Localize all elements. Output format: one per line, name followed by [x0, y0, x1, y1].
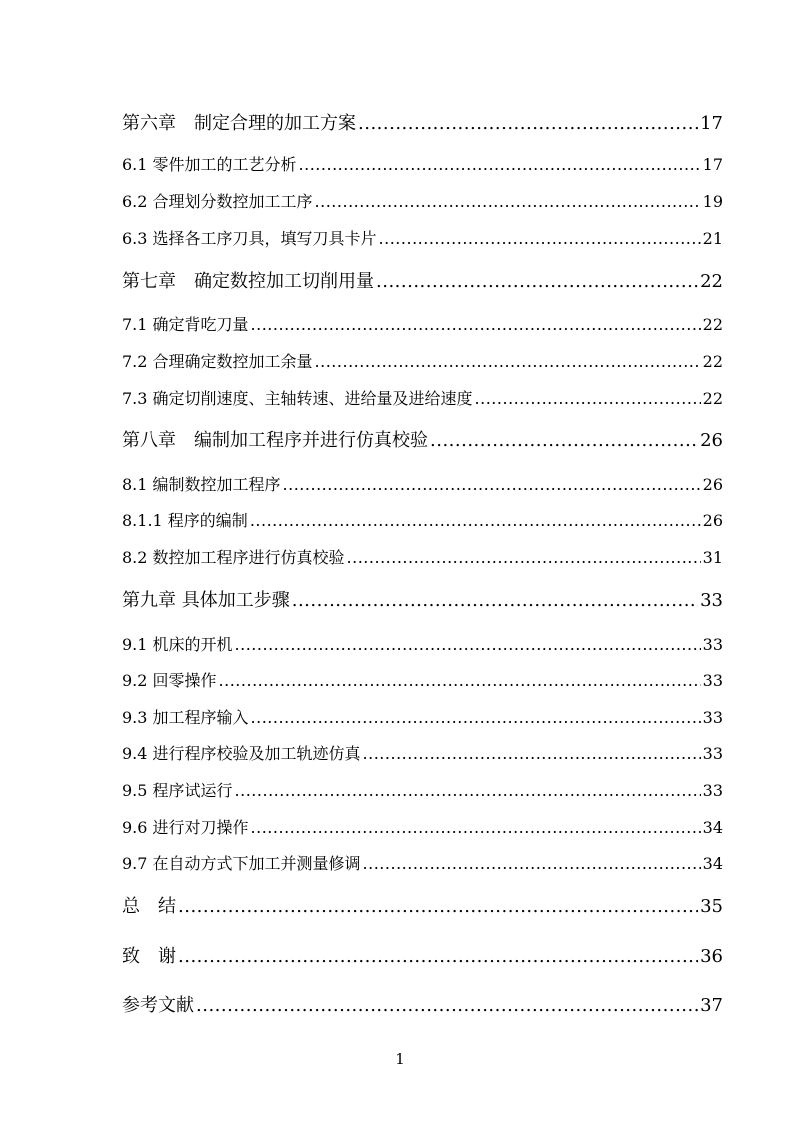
toc-entry-title: 7.2 合理确定数控加工余量 — [122, 352, 313, 371]
toc-dot-leader — [219, 671, 701, 690]
toc-entry-title: 6.2 合理划分数控加工工序 — [122, 192, 313, 211]
toc-entry-page: 17 — [702, 155, 723, 174]
toc-entry-page: 26 — [702, 475, 723, 494]
toc-entry-title: 9.6 进行对刀操作 — [122, 818, 249, 837]
toc-entry-8-1-1[interactable] — [122, 508, 723, 531]
toc-entry-page: 19 — [702, 192, 723, 211]
toc-entry-title: 总 结 — [122, 896, 176, 917]
toc-entry-title: 第六章 制定合理的加工方案 — [122, 113, 356, 134]
toc-dot-leader — [315, 192, 701, 211]
toc-dot-leader — [178, 946, 698, 967]
toc-entry-page: 26 — [702, 511, 723, 530]
toc-entry-7-3[interactable] — [122, 386, 723, 409]
toc-dot-leader — [379, 229, 701, 248]
toc-entry-title: 7.3 确定切削速度、主轴转速、进给量及进给速度 — [122, 389, 473, 408]
toc-dot-leader — [283, 475, 701, 494]
toc-entry-title: 致 谢 — [122, 946, 176, 967]
toc-entry-9-5[interactable] — [122, 778, 723, 801]
toc-entry-title: 9.4 进行程序校验及加工轨迹仿真 — [122, 744, 361, 763]
toc-dot-leader — [358, 113, 698, 134]
toc-dot-leader — [235, 781, 701, 800]
toc-entry-title: 9.2 回零操作 — [122, 671, 217, 690]
toc-entry-title: 第九章 具体加工步骤 — [122, 590, 290, 611]
toc-entry-page: 33 — [702, 781, 723, 800]
toc-entry-page: 34 — [702, 854, 723, 873]
toc-entry-page: 33 — [702, 708, 723, 727]
toc-entry-references[interactable] — [122, 991, 723, 1017]
toc-entry-title: 6.1 零件加工的工艺分析 — [122, 155, 297, 174]
toc-entry-page: 22 — [702, 389, 723, 408]
toc-entry-9-3[interactable] — [122, 705, 723, 728]
toc-entry-title: 8.1.1 程序的编制 — [122, 511, 248, 530]
toc-entry-page: 33 — [702, 671, 723, 690]
toc-dot-leader — [196, 995, 698, 1016]
toc-dot-leader — [292, 590, 698, 611]
toc-entry-9-6[interactable] — [122, 815, 723, 838]
toc-entry-title: 8.1 编制数控加工程序 — [122, 475, 281, 494]
toc-entry-page: 17 — [700, 113, 723, 134]
toc-entry-page: 34 — [702, 818, 723, 837]
page-number: 1 — [395, 1050, 405, 1068]
toc-entry-chapter-9[interactable] — [122, 586, 723, 612]
toc-entry-title: 9.7 在自动方式下加工并测量修调 — [122, 854, 361, 873]
toc-entry-title: 9.5 程序试运行 — [122, 781, 233, 800]
toc-entry-page: 22 — [702, 315, 723, 334]
toc-entry-page: 22 — [702, 352, 723, 371]
toc-dot-leader — [315, 352, 701, 371]
toc-dot-leader — [178, 896, 698, 917]
toc-dot-leader — [299, 155, 701, 174]
toc-entry-page: 37 — [700, 995, 723, 1016]
toc-dot-leader — [376, 271, 698, 292]
toc-entry-title: 8.2 数控加工程序进行仿真校验 — [122, 548, 345, 567]
toc-dot-leader — [363, 744, 701, 763]
toc-entry-8-2[interactable] — [122, 545, 723, 568]
toc-dot-leader — [251, 708, 701, 727]
toc-dot-leader — [363, 854, 701, 873]
toc-entry-acknowledgements[interactable] — [122, 942, 723, 968]
toc-entry-9-7[interactable] — [122, 851, 723, 874]
toc-entry-title: 第八章 编制加工程序并进行仿真校验 — [122, 430, 428, 451]
toc-entry-page: 36 — [700, 946, 723, 967]
toc-entry-page: 21 — [702, 229, 723, 248]
toc-dot-leader — [250, 511, 701, 530]
toc-entry-title: 7.1 确定背吃刀量 — [122, 315, 249, 334]
toc-entry-title: 第七章 确定数控加工切削用量 — [122, 271, 374, 292]
toc-entry-page: 26 — [700, 430, 723, 451]
toc-entry-6-1[interactable] — [122, 152, 723, 175]
toc-entry-title: 9.1 机床的开机 — [122, 635, 233, 654]
toc-entry-page: 35 — [700, 896, 723, 917]
toc-dot-leader — [251, 315, 701, 334]
toc-entry-page: 33 — [702, 635, 723, 654]
toc-entry-title: 6.3 选择各工序刀具，填写刀具卡片 — [122, 229, 377, 248]
toc-dot-leader — [251, 818, 701, 837]
toc-entry-page: 22 — [700, 271, 723, 292]
toc-entry-chapter-8[interactable] — [122, 426, 723, 452]
toc-entry-7-2[interactable] — [122, 349, 723, 372]
toc-dot-leader — [347, 548, 701, 567]
toc-entry-title: 9.3 加工程序输入 — [122, 708, 249, 727]
toc-entry-7-1[interactable] — [122, 312, 723, 335]
toc-dot-leader — [475, 389, 701, 408]
toc-entry-6-3[interactable] — [122, 226, 723, 249]
toc-entry-chapter-7[interactable] — [122, 267, 723, 293]
toc-entry-page: 33 — [702, 744, 723, 763]
toc-entry-9-2[interactable] — [122, 668, 723, 691]
toc-entry-9-1[interactable] — [122, 632, 723, 655]
toc-entry-page: 33 — [700, 590, 723, 611]
toc-entry-title: 参考文献 — [122, 995, 194, 1016]
toc-entry-chapter-6[interactable] — [122, 109, 723, 135]
toc-dot-leader — [235, 635, 701, 654]
toc-entry-page: 31 — [702, 548, 723, 567]
toc-entry-9-4[interactable] — [122, 741, 723, 764]
toc-entry-summary[interactable] — [122, 892, 723, 918]
toc-entry-8-1[interactable] — [122, 472, 723, 495]
toc-dot-leader — [430, 430, 698, 451]
toc-entry-6-2[interactable] — [122, 189, 723, 212]
